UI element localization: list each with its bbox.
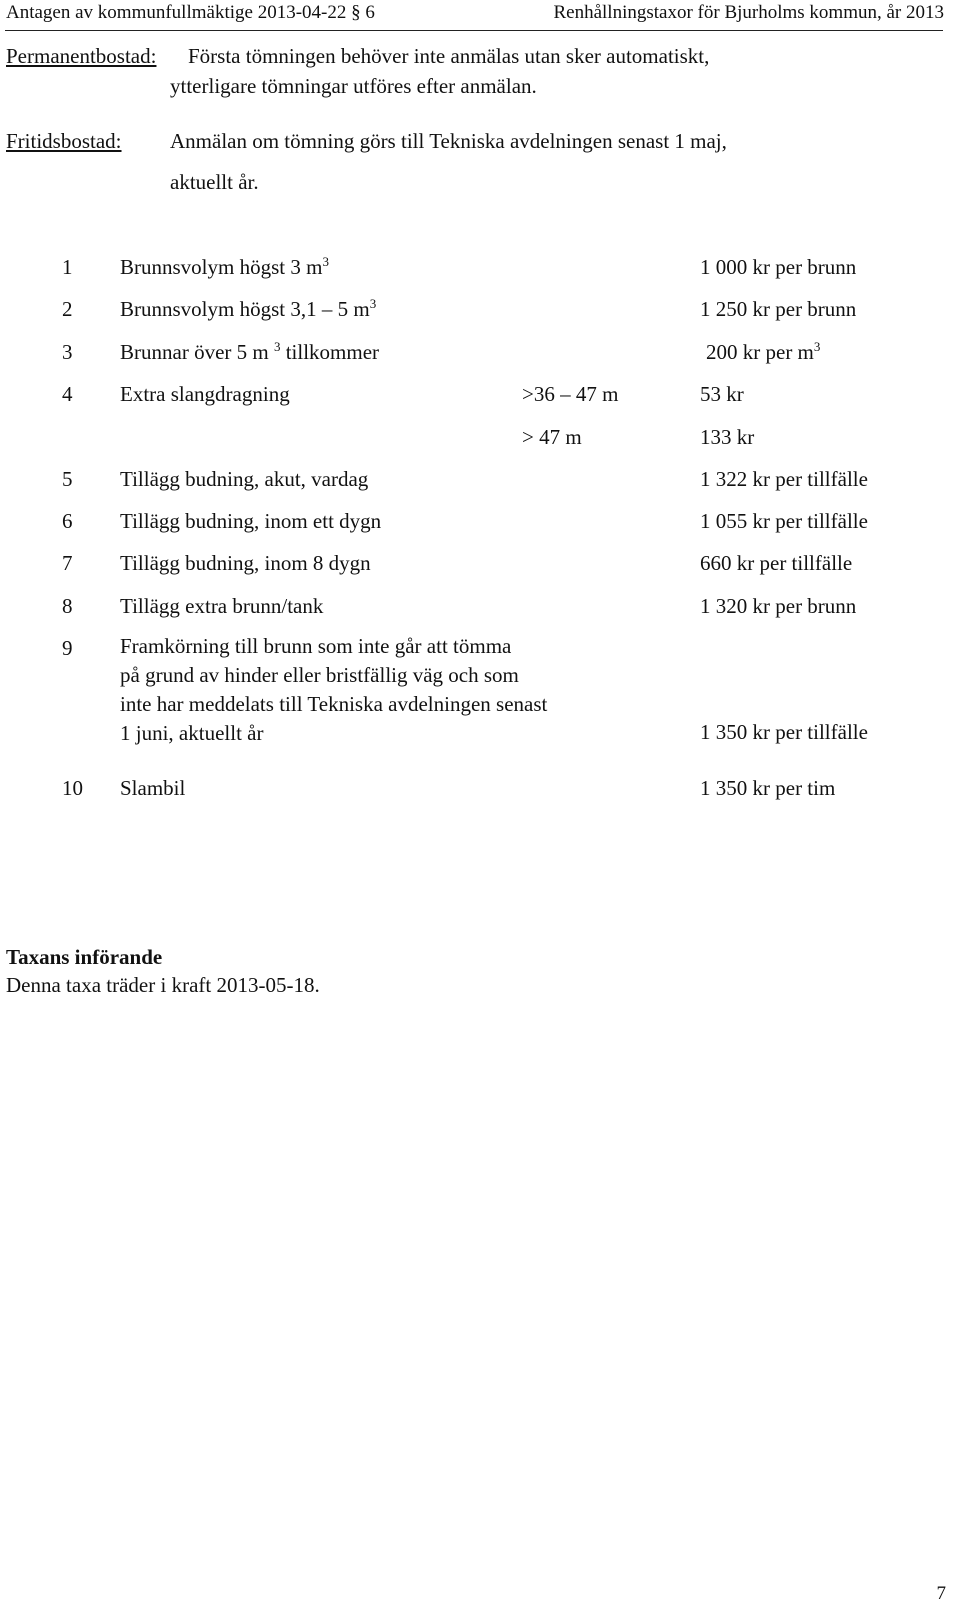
leisure-housing-label: Fritidsbostad: bbox=[6, 129, 122, 153]
permanent-housing-label: Permanentbostad: bbox=[6, 44, 157, 68]
tariff-description: Brunnar över 5 m $^3$ tillkommer bbox=[120, 339, 380, 364]
leisure-housing-text-continued: aktuellt år. bbox=[170, 170, 259, 194]
tariff-number: 5 bbox=[62, 467, 73, 491]
tariff-price: 200 kr per $m^3$ bbox=[706, 339, 821, 364]
permanent-housing-text-continued: ytterligare tömningar utföres efter anmälan. bbox=[170, 74, 537, 98]
tariff-description: Tillägg extra brunn/tank bbox=[120, 594, 324, 618]
tariff-description-line: 1 juni, aktuellt år bbox=[120, 721, 264, 745]
section-heading: Taxans införande bbox=[6, 945, 163, 969]
tariff-number: 4 bbox=[62, 382, 73, 406]
page-number: 7 bbox=[936, 1583, 946, 1604]
tariff-number: 10 bbox=[62, 776, 83, 800]
tariff-price: 1 000 kr per brunn bbox=[700, 255, 857, 279]
tariff-description-line: Framkörning till brunn som inte går att tömma bbox=[120, 634, 512, 658]
tariff-distance-range: > 47 m bbox=[522, 425, 582, 449]
tariff-number: 2 bbox=[62, 297, 73, 321]
tariff-description: Tillägg budning, inom ett dygn bbox=[120, 509, 382, 533]
tariff-description: Tillägg budning, inom 8 dygn bbox=[120, 551, 371, 575]
tariff-number: 8 bbox=[62, 594, 73, 618]
tariff-description: Tillägg budning, akut, vardag bbox=[120, 467, 369, 491]
tariff-description: Brunnsvolym högst 3 $m^3$ bbox=[120, 254, 329, 279]
tariff-number: 9 bbox=[62, 636, 73, 660]
tariff-price: 1 320 kr per brunn bbox=[700, 594, 857, 618]
tariff-description bbox=[120, 632, 547, 748]
tariff-description: Slambil bbox=[120, 776, 186, 800]
tariff-price: 660 kr per tillfälle bbox=[700, 551, 853, 575]
tariff-number: 3 bbox=[62, 340, 73, 364]
tariff-price: 1 350 kr per tim bbox=[700, 776, 836, 800]
tariff-number: 1 bbox=[62, 255, 73, 279]
leisure-housing-text: Anmälan om tömning görs till Tekniska avdelningen senast 1 maj, bbox=[170, 129, 727, 153]
tariff-description-line: inte har meddelats till Tekniska avdelningen senast bbox=[120, 692, 548, 716]
header-divider bbox=[5, 30, 943, 31]
section-text: Denna taxa träder i kraft 2013-05-18. bbox=[6, 973, 320, 997]
tariff-number: 7 bbox=[62, 551, 73, 575]
tariff-description-line: på grund av hinder eller bristfällig väg och som bbox=[120, 663, 519, 687]
tariff-price: 53 kr bbox=[700, 382, 744, 406]
tariff-price: 1 322 kr per tillfälle bbox=[700, 467, 868, 491]
tariff-number: 6 bbox=[62, 509, 73, 533]
tariff-distance-range: >36 – 47 m bbox=[522, 382, 619, 406]
tariff-price: 1 250 kr per brunn bbox=[700, 297, 857, 321]
header-document-title: Renhållningstaxor för Bjurholms kommun, år 2013 bbox=[553, 2, 944, 23]
tariff-price: 133 kr bbox=[700, 425, 755, 449]
tariff-description: Extra slangdragning bbox=[120, 382, 290, 406]
tariff-price: 1 350 kr per tillfälle bbox=[700, 720, 868, 744]
header-adoption-note: Antagen av kommunfullmäktige 2013-04-22 § 6 bbox=[6, 2, 375, 23]
tariff-description: Brunnsvolym högst 3,1 – 5 $m^3$ bbox=[120, 296, 377, 321]
permanent-housing-text: Första tömningen behöver inte anmälas utan sker automatiskt, bbox=[188, 44, 710, 68]
tariff-price: 1 055 kr per tillfälle bbox=[700, 509, 868, 533]
